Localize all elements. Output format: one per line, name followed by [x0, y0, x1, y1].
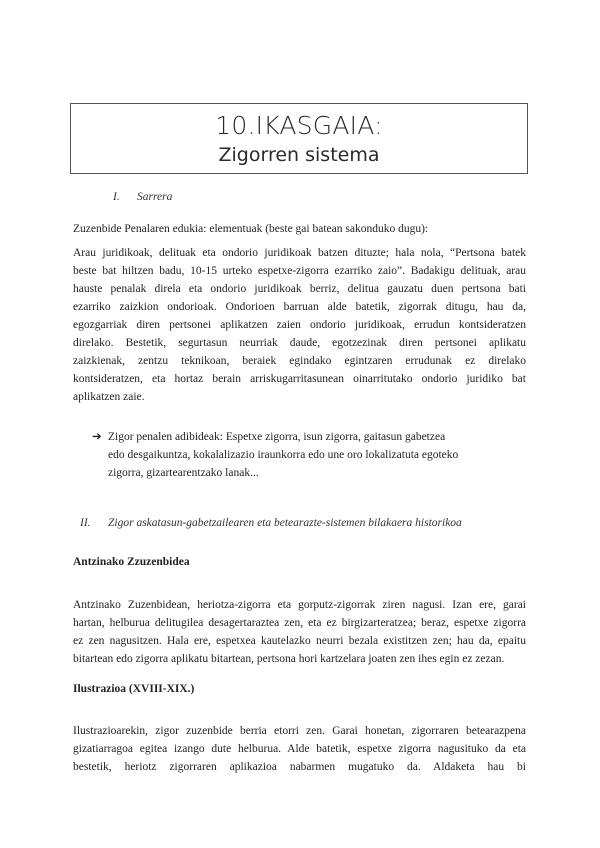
- text-line: beste bat hiltzen badu, 10-15 urteko espetxe-zigorra ezarriko zaio”. Badakigu delituak, arau: [73, 265, 526, 277]
- title-box: [70, 103, 528, 174]
- section-heading-1: [113, 191, 313, 207]
- text-line: bitartean edo zigorra aplikatu bitartean, pertsona hori kartzelara joaten zen ihes egin ez zezan.: [73, 653, 505, 665]
- bullet-item: [92, 428, 512, 482]
- text-line: Zigor penalen adibideak: Espetxe zigorra, isun zigorra, gaitasun gabetzea: [108, 431, 446, 443]
- section-number: II.: [80, 517, 91, 529]
- text-line: zigorra, gizartearentzako lanak...: [108, 467, 259, 479]
- text-line: hartan, helburua delitugilea desagertaraztea zen, eta ez birgizarteratzea; beraz, espetxe zigorra: [73, 617, 526, 629]
- text-line: aplikatzen zaie.: [73, 391, 145, 403]
- lesson-subtitle: Zigorren sistema: [218, 144, 380, 166]
- text-line: egozgarriak diren pertsonei aplikatzen zaien ondorio juridikoak, errudun kontsideratzen: [73, 319, 526, 331]
- text-line: Ilustrazioarekin, zigor zuzenbide berria etorri zen. Garai honetan, zigorraren betearazpena: [73, 725, 526, 737]
- heading-ilustrazioa: Ilustrazioa (XVIII-XIX.): [73, 683, 195, 695]
- arrow-bullet-icon: ➔: [92, 431, 102, 443]
- bullet-text: [108, 428, 508, 482]
- text-line: ez zen nagusitzen. Hala ere, espetxea kautelazko neurri bezala existitzen zen; hau da, epaitu: [73, 635, 526, 647]
- text-line: direlako. Bestetik, segurtasun neurriak daude, egotzezinak diren pertsonei aplikatu: [73, 337, 526, 349]
- lesson-title: 10.IKASGAIA:: [215, 111, 383, 140]
- text-line: bestetik, heriotz zigorraren aplikazioa nabarmen mugatuko da. Aldaketa hau bi: [73, 761, 526, 773]
- text-line: ezarriko zaizkion ondorioak. Ondorioen barruan alde batetik, zigorrak ditugu, hau da,: [73, 301, 526, 313]
- text-line: Zuzenbide Penalaren edukia: elementuak (beste gai batean sakonduko dugu):: [73, 223, 429, 235]
- text-line: edo desgaikuntza, kokalalizazio iraunkorra edo une oro lokalizatuta egoteko: [108, 449, 459, 461]
- section-label: Zigor askatasun-gabetzailearen eta betearazte-sistemen bilakaera historikoa: [108, 517, 462, 529]
- intro-line: [73, 220, 526, 238]
- text-line: Antzinako Zuzenbidean, heriotza-zigorra eta gorputz-zigorrak ziren nagusi. Izan ere, garai: [73, 599, 526, 611]
- section-number: I.: [113, 191, 120, 203]
- paragraph-intro: [73, 244, 526, 406]
- paragraph-ilustrazioa: [73, 722, 526, 776]
- section-heading-2: [80, 517, 530, 533]
- text-line: zaizkienak, zentzu teknikoan, beraiek egindako egintzaren errudunak ez direlako: [73, 355, 526, 367]
- text-line: Arau juridikoak, delituak eta ondorio juridikoak batzen dituzte; hala nola, “Pertsona batek: [73, 247, 526, 259]
- text-line: kontsideratzen, eta hortaz berain arriskugarritasunean oinarritutako ondorio juridiko bat: [73, 373, 526, 385]
- paragraph-antzinako: [73, 596, 526, 668]
- section-label: Sarrera: [137, 191, 173, 203]
- heading-antzinako: Antzinako Zzuzenbidea: [73, 556, 190, 568]
- text-line: hauste penalak direla eta ondorio juridikoak berriz, delitua gauzatu duen pertsona bati: [73, 283, 526, 295]
- text-line: gizatiarragoa egitea izango dute helburua. Alde batetik, espetxe zigorra nagusituko da eta: [73, 743, 526, 755]
